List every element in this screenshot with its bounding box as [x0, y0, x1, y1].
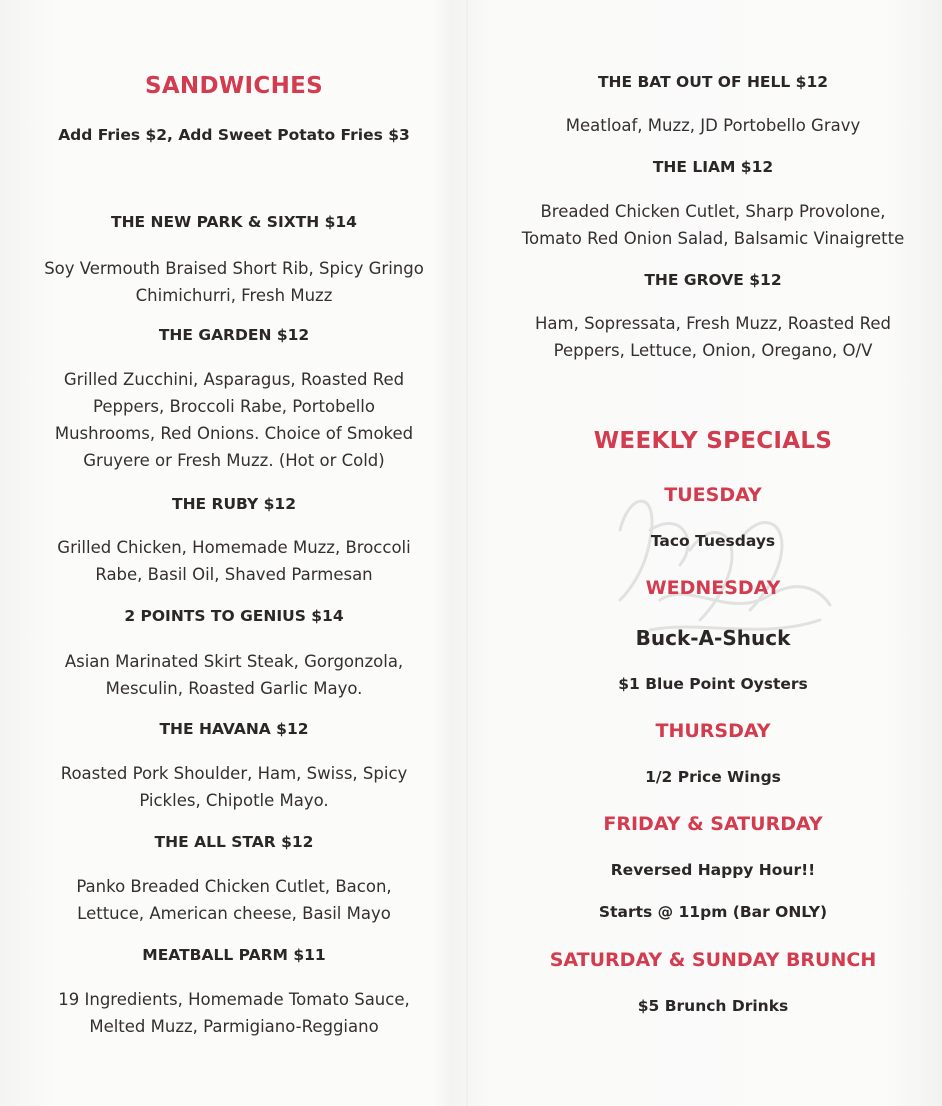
sandwiches-subtitle: Add Fries $2, Add Sweet Potato Fries $3 [58, 126, 410, 144]
special-line: $1 Blue Point Oysters [618, 675, 808, 693]
page-fold [466, 0, 468, 1106]
menu-item-title: THE HAVANA $12 [159, 720, 309, 738]
menu-item-description: Grilled Zucchini, Asparagus, Roasted Red Peppers, Broccoli Rabe, Portobello Mushrooms, Red Onions. Choice of Smoked Gruyere or Fresh Muzz. (Hot or Cold) [54, 370, 414, 470]
menu-item-title: THE BAT OUT OF HELL $12 [597, 73, 829, 91]
menu-item-title: THE GARDEN $12 [158, 326, 310, 344]
special-day-title: TUESDAY [664, 484, 762, 506]
special-highlight: Buck-A-Shuck [635, 626, 791, 650]
menu-item-description: Breaded Chicken Cutlet, Sharp Provolone, Tomato Red Onion Salad, Balsamic Vinaigrette [521, 202, 905, 248]
menu-item-title: THE GROVE $12 [644, 271, 782, 289]
special-day-title: WEDNESDAY [645, 577, 781, 599]
weekly-specials-heading: WEEKLY SPECIALS [593, 428, 833, 454]
special-line: Reversed Happy Hour!! [610, 861, 816, 879]
menu-item-title: THE RUBY $12 [172, 495, 296, 513]
special-line: Starts @ 11pm (Bar ONLY) [598, 903, 828, 921]
special-line: $5 Brunch Drinks [637, 997, 789, 1015]
menu-item-description: Soy Vermouth Braised Short Rib, Spicy Gringo Chimichurri, Fresh Muzz [44, 259, 424, 305]
menu-item-description: 19 Ingredients, Homemade Tomato Sauce, Melted Muzz, Parmigiano-Reggiano [58, 990, 410, 1036]
menu-item-description: Ham, Sopressata, Fresh Muzz, Roasted Red Peppers, Lettuce, Onion, Oregano, O/V [535, 314, 891, 360]
special-day-title: SATURDAY & SUNDAY BRUNCH [549, 949, 877, 971]
special-line: 1/2 Price Wings [645, 768, 781, 786]
menu-item-description: Panko Breaded Chicken Cutlet, Bacon, Lettuce, American cheese, Basil Mayo [76, 877, 392, 923]
special-line: Taco Tuesdays [650, 532, 776, 550]
menu-item-title: THE ALL STAR $12 [154, 833, 314, 851]
menu-item-title: 2 POINTS TO GENIUS $14 [124, 607, 344, 625]
menu-item-description: Meatloaf, Muzz, JD Portobello Gravy [565, 116, 861, 135]
menu-item-title: THE NEW PARK & SIXTH $14 [111, 213, 357, 231]
menu-item-description: Roasted Pork Shoulder, Ham, Swiss, Spicy Pickles, Chipotle Mayo. [60, 764, 408, 810]
special-day-title: FRIDAY & SATURDAY [603, 813, 823, 835]
menu-item-description: Grilled Chicken, Homemade Muzz, Broccoli Rabe, Basil Oil, Shaved Parmesan [57, 538, 411, 584]
sandwiches-heading: SANDWICHES [144, 73, 324, 99]
menu-item-description: Asian Marinated Skirt Steak, Gorgonzola, Mesculin, Roasted Garlic Mayo. [64, 652, 404, 698]
menu-item-title: THE LIAM $12 [652, 158, 774, 176]
menu-item-title: MEATBALL PARM $11 [142, 946, 326, 964]
special-day-title: THURSDAY [655, 720, 771, 742]
